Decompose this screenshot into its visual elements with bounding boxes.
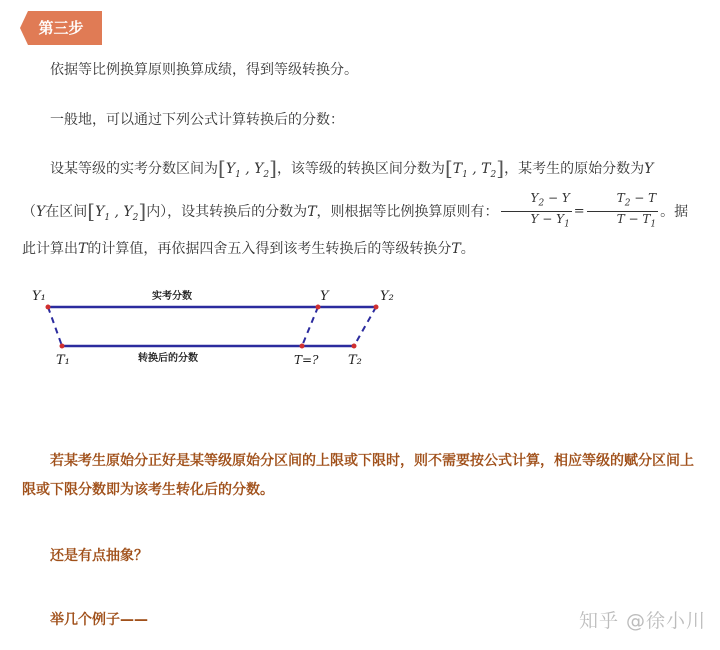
y-label: Y [320, 289, 329, 304]
t-label: T=? [294, 353, 319, 367]
right-link [354, 307, 376, 346]
paragraph-4: 若某考生原始分正好是某等级原始分区间的上限或下限时，则不需要按公式计算，相应等级的赋分区间上限或下限分数即为该考生转化后的分数。 [22, 453, 694, 498]
t1-label: T₁ [56, 353, 70, 368]
t1-point [60, 344, 65, 349]
t2-point [352, 344, 357, 349]
watermark: 知乎 @徐小川 [578, 610, 706, 632]
raw-score-label: 实考分数 [152, 291, 192, 302]
ratio-right: $\frac{T_2 - T}{T - T_1}$ [587, 191, 658, 233]
y1-point [46, 305, 51, 310]
t-point [300, 344, 305, 349]
step-badge [20, 11, 102, 45]
y2-label: Y₂ [380, 289, 394, 304]
paragraph-1: 依据等比例换算原则换算成绩，得到等级转换分。 [50, 62, 358, 78]
paragraph-6: 举几个例子—— [50, 612, 148, 628]
y-point [316, 305, 321, 310]
left-link [48, 307, 62, 346]
y2-point [374, 305, 379, 310]
paragraph-3: 设某等级的实考分数区间为[$Y_1$ , $Y_2$]，该等级的转换区间分数为[$T_1$ , $T_2$]，某考生的原始分数为Y （Y在区间[$Y_1$ , $Y_2$]内），设其转换后的分数为T，则根据等比例换算原则有： $\frac{Y_2 - Y}{Y - Y_1}$ = $\frac{T_2 - T}{T - T_1}$ 。据此计算出T的计算值，再依据四舍五入得到该考生转换后的等级转换分T。 [22, 156, 689, 258]
y1-label: Y₁ [32, 289, 46, 304]
converted-score-label: 转换后的分数 [138, 353, 198, 364]
step-badge-label: 第三步 [38, 19, 84, 37]
conversion-diagram [22, 280, 442, 380]
middle-link [302, 307, 318, 346]
t2-label: T₂ [348, 353, 362, 368]
ratio-left: $\frac{Y_2 - Y}{Y - Y_1}$ [501, 191, 572, 233]
paragraph-5: 还是有点抽象？ [50, 548, 148, 564]
paragraph-2: 一般地，可以通过下列公式计算转换后的分数： [50, 112, 344, 128]
